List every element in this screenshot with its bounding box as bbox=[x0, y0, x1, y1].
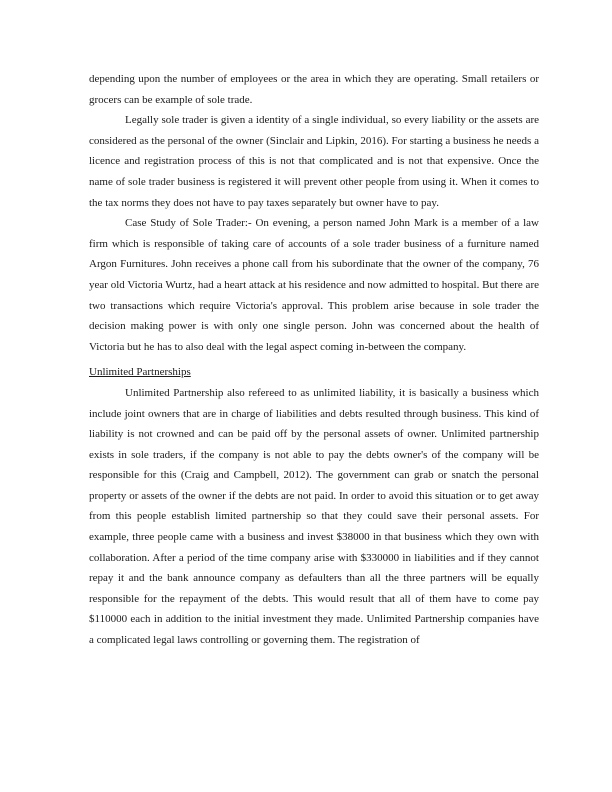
document-page bbox=[89, 69, 539, 651]
paragraph-sole-trade-intro: depending upon the number of employees or the area in which they are operating. Small retailers or grocers can be example of sole trade. bbox=[89, 73, 539, 106]
section-heading-unlimited-partnerships: Unlimited Partnerships bbox=[89, 366, 191, 379]
paragraph-legal-identity: Legally sole trader is given a identity of a single individual, so every liability or the assets are considered as the personal of the owner (Sinclair and Lipkin, 2016). For starting a business he needs a licence and registration process of this is not that complicated and is not that expensive. Once the name of sole trader business is registered it will prevent other people from using it. When it comes to the tax norms they does not have to pay taxes separately but owner have to pay. bbox=[89, 114, 539, 209]
paragraph-case-study: Case Study of Sole Trader:- On evening, a person named John Mark is a member of a law firm which is responsible of taking care of accounts of a sole trader business of a furniture named Argon Furnitures. John receives a phone call from his subordinate that the owner of the company, 76 year old Victoria Wurtz, had a heart attack at his residence and now admitted to hospital. But there are two transactions which require Victoria's approval. This problem arise because in sole trader the decision making power is with only one single person. John was concerned about the health of Victoria but he has to also deal with the legal aspect coming in-between the company. bbox=[89, 217, 539, 353]
paragraph-unlimited-partnership: Unlimited Partnership also refereed to as unlimited liability, it is basically a business which include joint owners that are in charge of liabilities and debts resulted through business. This kind of liability is not crowned and can be paid off by the personal assets of owner. Unlimited partnership exists in sole traders, if the company is not able to pay the debts owner's of the company will be responsible for this (Craig and Campbell, 2012). The government can grab or snatch the personal property or assets of the owner if the debts are not paid. In order to avoid this situation or to get away from this people establish limited partnership so that they could save their personal assets. For example, three people came with a business and invest $38000 in that business which they own with collaboration. After a period of the time company arise with $330000 in liabilities and if they cannot repay it and the bank announce company as defaulters than all the three partners will be equally responsible for the repayment of the debts. This would result that all of them have to come pay $110000 each in addition to the initial investment they made. Unlimited Partnership companies have a complicated legal laws controlling or governing them. The registration of bbox=[89, 386, 539, 647]
